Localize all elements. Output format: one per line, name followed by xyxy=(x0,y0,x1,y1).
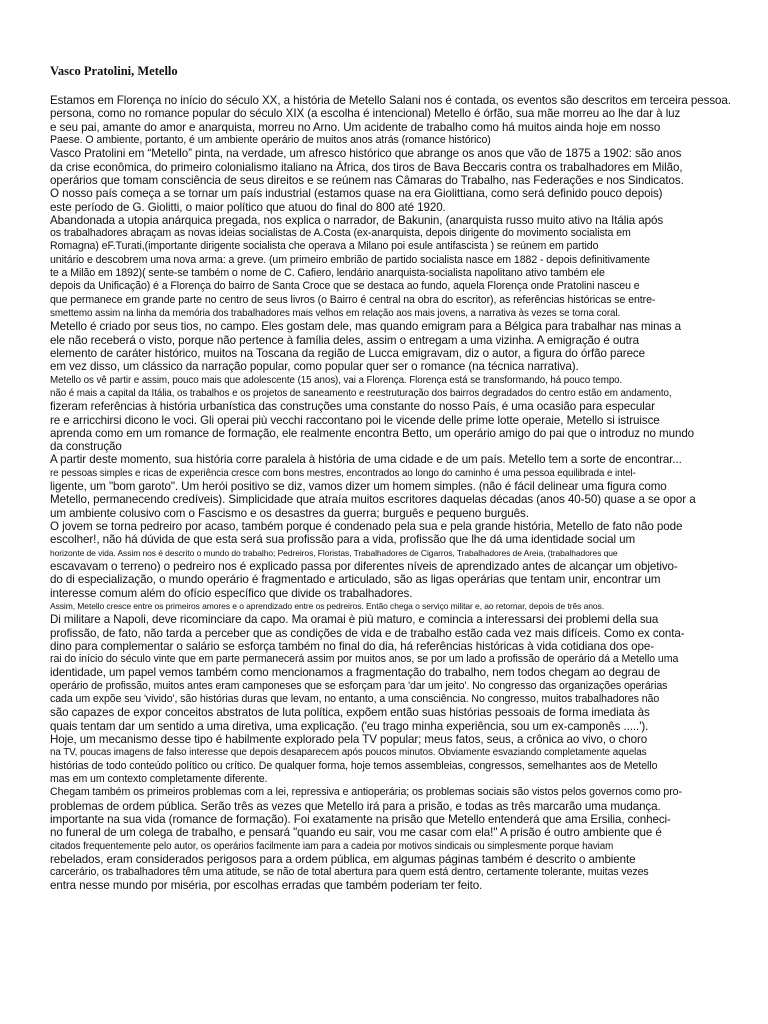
text-line: operário de profissão, muitos antes eram camponeses que se esforçam para 'dar um jeito'. No congresso das organizações operárias xyxy=(50,679,668,692)
text-line: smettemo assim na linha da memória dos trabalhadores mais velhos em relação aos mais jovens, a narrativa às vezes se torna coral. xyxy=(50,308,621,319)
text-line: da construção xyxy=(50,440,122,454)
text-line: ele não receberá o visto, porque não pertence à família deles, assim o entregam a uma vizinha. A emigração é outra xyxy=(50,333,639,347)
text-line: dino para complementar o salário se esforça também no final do dia, há referências históricas à vida cotidiana dos ope- xyxy=(50,639,654,653)
text-line: profissão, de fato, não tarda a perceber que as condições de vida e de trabalho estão cada vez mais difíceis. Como ex conta- xyxy=(50,626,685,640)
text-line: aprenda como em um romance de formação, ele realmente encontra Betto, um operário amigo do pai que o introduz no mundo xyxy=(50,426,695,440)
text-line: Abandonada a utopia anárquica pregada, nos explica o narrador, de Bakunin, (anarquista russo muito ativo na Itália após xyxy=(50,213,664,227)
text-line: Metello é criado por seus tios, no campo. Eles gostam dele, mas quando emigram para a Bélgica para trabalhar nas minas a xyxy=(50,320,681,334)
text-line: cada um expõe seu 'vivido', são histórias duras que levam, no entanto, a uma consciência. No congresso, muitos trabalhadores não xyxy=(50,693,660,706)
text-line: da crise econômica, do primeiro colonialismo italiano na África, dos tiros de Bava Beccaris contra os trabalhadores em Milão, xyxy=(50,160,683,174)
text-line: Chegam também os primeiros problemas com a lei, repressiva e antioperária; os problemas sociais são vistos pelos governos como pro- xyxy=(50,786,682,799)
text-line: um ambiente colusivo com o Fascismo e os desastres da guerra; burguês e pequeno burguês. xyxy=(50,506,529,520)
text-line: do di especialização, o mundo operário é fragmentado e articulado, são as ligas operárias que tentam unir, encontrar um xyxy=(50,573,661,587)
text-line: re pessoas simples e ricas de experiência cresce com bons mestres, encontrados ao longo do caminho é uma pessoa equilibrada e intel- xyxy=(50,467,636,479)
text-line: Paese. O ambiente, portanto, é um ambiente operário de muitos anos atrás (romance histórico) xyxy=(50,133,491,146)
text-line: entra nesse mundo por miséria, por escolhas erradas que também poderiam ter feito. xyxy=(50,879,483,893)
text-line: identidade, um papel vemos também como mencionamos a fragmentação do trabalho, nem todos chegam ao degrau de xyxy=(50,666,661,680)
text-line: fizeram referências à história urbanística das construções uma constante do nosso País, é uma ocasião para especular xyxy=(50,400,655,414)
text-line: Romagna) eF.Turati,(importante dirigente socialista che operava a Milano poi esule antifascista ) se reúnem em partido xyxy=(50,240,599,253)
text-line: O nosso país começa a se tornar um país industrial (estamos quase na era Giolittiana, como será definido pouco depois) xyxy=(50,187,663,201)
text-line: Metello os vê partir e assim, pouco mais que adolescente (15 anos), vai a Florença. Florença está se transformando, há pouco tempo. xyxy=(50,374,623,386)
text-line: operários que tomam consciência de seus direitos e se reúnem nas Câmaras do Trabalho, nas Federações e nos Sindicatos. xyxy=(50,173,684,187)
text-line: importante na sua vida (romance de formação). Foi exatamente na prisão que Metello entenderá que ama Ersilia, conheci- xyxy=(50,812,671,826)
text-line: rebelados, eram considerados perigosos para a ordem pública, em algumas páginas também é descrito o ambiente xyxy=(50,852,636,866)
text-line: elemento de caráter histórico, muitos na Toscana da região de Lucca emigravam, diz o autor, a figura do órfão parece xyxy=(50,346,646,360)
document-body xyxy=(50,94,766,893)
text-line: que permanece em grande parte no centro de seus livros (o Bairro é central na obra do escritor), as referências históricas se entre- xyxy=(50,293,656,306)
text-line: depois da Unificação) é a Florença do bairro de Santa Croce que se destaca ao fundo, aquela Florença onde Pratolini nasceu e xyxy=(50,280,640,293)
text-line: na TV, poucas imagens de falso interesse que depois desaparecem após poucos minutos. Obviamente esvaziando completamente aquelas xyxy=(50,747,647,759)
text-line: este período de G. Giolitti, o maior político que atuou do final do 800 até 1920. xyxy=(50,200,446,214)
text-line: Di militare a Napoli, deve ricominciare da capo. Ma oramai è più maturo, e comincia a interessarsi dei problemi della sua xyxy=(50,613,659,627)
text-line: ligente, um "bom garoto". Um herói positivo se diz, vamos dizer um homem simples. (não é fácil delinear uma figura como xyxy=(50,480,667,494)
text-line: interesse comum além do ofício específico que divide os trabalhadores. xyxy=(50,586,413,600)
text-line: e seu pai, amante do amor e anarquista, morreu no Arno. Um acidente de trabalho como há muitos ainda hoje em nosso xyxy=(50,120,661,134)
text-line: Assim, Metello cresce entre os primeiros amores e o aprendizado entre os pedreiros. Então chega o serviço militar e, ao retornar, depois de três anos. xyxy=(50,600,605,611)
text-line: problemas de ordem pública. Serão três as vezes que Metello irá para a prisão, e todas as três marcarão uma mudança. xyxy=(50,799,661,813)
text-line: escolher!, não há dúvida de que esta será sua profissão para a vida, profissão que lhe dá uma identidade social um xyxy=(50,533,636,547)
text-line: A partir deste momento, sua história corre paralela à história de uma cidade e de um país. Metello tem a sorte de encontrar... xyxy=(50,453,682,467)
document-title: Vasco Pratolini, Metello xyxy=(50,64,178,78)
text-line: Estamos em Florença no início do século XX, a história de Metello Salani nos é contada, os eventos são descritos em terceira pessoa. xyxy=(50,94,731,107)
text-line: O jovem se torna pedreiro por acaso, também porque é condenado pela sua e pela grande história, Metello de fato não pode xyxy=(50,520,683,533)
text-line: te a Milão em 1892)( sente-se também o nome de C. Cafiero, lendário anarquista-socialista napolitano ativo também ele xyxy=(50,267,605,280)
text-line: Metello, permanecendo credíveis). Simplicidade que atraía muitos escritores daquelas décadas (anos 40-50) quase a se opor a xyxy=(50,493,696,507)
text-line: os trabalhadores abraçam as novas ideias socialistas de A.Costa (ex-anarquista, depois dirigente do movimento socialista em xyxy=(50,227,631,240)
text-line: rai do início do século vinte que em parte permanecerá assim por muitos anos, se por um lado a profissão de operário dá a Metello uma xyxy=(50,653,679,666)
text-line: carcerário, os trabalhadores têm uma atitude, se não de total abertura para quem está dentro, certamente tolerante, muitas vezes xyxy=(50,866,649,879)
text-line: não é mais a capital da Itália, os trabalhos e os projetos de saneamento e reestruturação dos bairros degradados do centro estão em andamento, xyxy=(50,387,672,399)
text-line: mas em um contexto completamente diferente. xyxy=(50,772,268,785)
text-line: escavavam o terreno) o pedreiro nos é explicado passa por diferentes níveis de aprendizado antes de alcançar um objetivo- xyxy=(50,559,678,573)
text-line: quais tentam dar um sentido a uma diretiva, uma explicação. ('eu trago minha experiência, sou um ex-camponês .....'). xyxy=(50,719,649,733)
text-line: citados frequentemente pelo autor, os operários facilmente iam para a cadeia por motivos sindicais ou simplesmente porque haviam xyxy=(50,840,614,852)
text-line: histórias de todo conteúdo político ou crítico. De qualquer forma, hoje temos assembleias, congressos, semelhantes aos de Metello xyxy=(50,759,658,772)
text-line: Hoje, um mecanismo desse tipo é habilmente explorado pela TV popular; meus fatos, seus, a crônica ao vivo, o choro xyxy=(50,733,648,746)
text-line: em vez disso, um clássico da narração popular, como popular quer ser o romance (na técnica narrativa). xyxy=(50,360,579,374)
text-line: re e arricchirsi dicono le voci. Gli operai più vecchi raccontano poi le vicende delle prime lotte operaie, Metello si istruisce xyxy=(50,413,660,427)
text-line: são capazes de expor conceitos abstratos de luta política, expõem então suas histórias pessoais de forma imediata às xyxy=(50,706,650,720)
text-line: Vasco Pratolini em “Metello” pinta, na verdade, um afresco histórico que abrange os anos que vão de 1875 a 1902: são anos xyxy=(50,147,682,161)
text-line: no funeral de um colega de trabalho, e pensará "quando eu sair, vou me casar com ela!" A prisão é outro ambiente que é xyxy=(50,826,662,840)
text-line: horizonte de vida. Assim nos é descrito o mundo do trabalho; Pedreiros, Floristas, Trabalhadores de Cigarros, Trabalhadores de Areia, (trabalhadores que xyxy=(50,547,618,558)
text-line: unitário e descobrem uma nova arma: a greve. (um primeiro embrião de partido socialista nasce em 1882 - depois definitivamente xyxy=(50,253,650,266)
text-line: persona, como no romance popular do século XIX (a escolha é intencional) Metello é órfão, sua mãe morreu ao lhe dar à luz xyxy=(50,107,681,121)
